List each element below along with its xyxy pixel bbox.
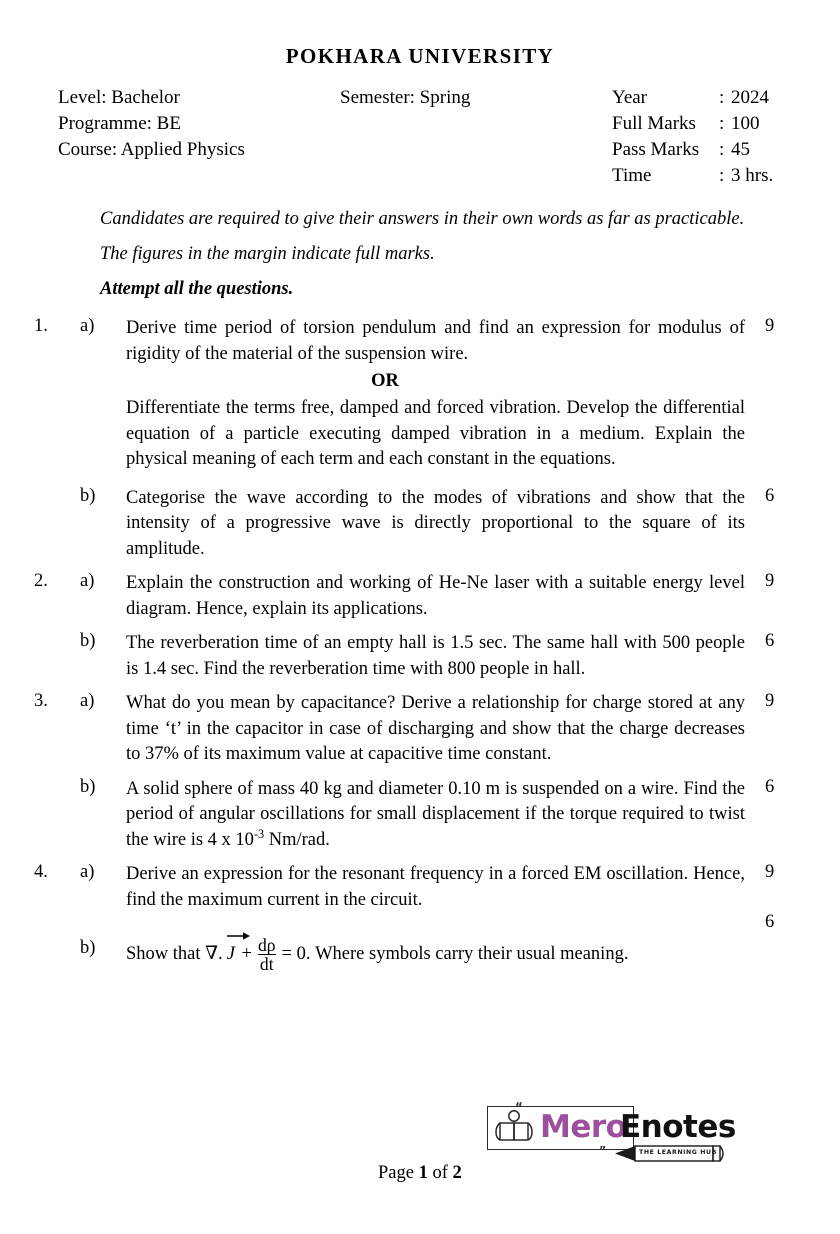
logo-quote-open: “ — [515, 1100, 523, 1114]
header-year-row — [612, 85, 773, 111]
reader-book-icon — [493, 1109, 535, 1145]
logo-tagline: THE LEARNING HUB — [639, 1149, 717, 1156]
page-current-number: 1 — [418, 1163, 428, 1183]
header-year-label: Year — [612, 87, 648, 108]
logo-text-enotes: Enotes — [620, 1109, 736, 1145]
header-full-marks-value: 100 — [731, 113, 760, 134]
fraction-numerator: dρ — [257, 935, 276, 955]
question-text-part-2: Nm/rad. — [264, 829, 330, 850]
question-letter: a) — [80, 316, 95, 336]
question-marks: 6 — [765, 485, 775, 506]
question-row — [0, 691, 840, 768]
equation-lead-text: Show that — [126, 944, 201, 965]
question-marks: 6 — [765, 912, 775, 932]
header-full-marks-row — [612, 111, 773, 137]
question-row — [0, 777, 840, 854]
question-text: Derive an expression for the resonant frequency in a forced EM oscillation. Hence, find the maximum current in the circuit. — [126, 864, 745, 910]
question-alternative-text: Differentiate the terms free, damped and forced vibration. Develop the differential equation of a particle executing damped vibration in a medium. Explain the physical meaning of each term and each constant in the equations. — [126, 398, 745, 469]
question-number: 2. — [34, 571, 48, 591]
question-number: 4. — [34, 862, 48, 882]
instruction-candidates: Candidates are required to give their answers in their own words as far as practicable. — [100, 209, 745, 229]
question-text-part-1: A solid sphere of mass 40 kg and diameter 0.10 m is suspended on a wire. Find the period of angular oscillations for small displacement if the torque required to twist the wire is 4 x 10 — [126, 778, 745, 850]
question-text: Categorise the wave according to the modes of vibrations and show that the intensity of a progressive wave is directly proportional to the square of its amplitude. — [126, 487, 745, 559]
exponent-superscript: -3 — [253, 826, 265, 841]
question-marks: 9 — [765, 316, 775, 336]
question-row — [0, 862, 840, 913]
question-letter: b) — [80, 776, 96, 797]
logo-text-mero: Mero — [540, 1109, 627, 1145]
header-semester: Semester: Spring — [340, 87, 471, 108]
question-marks: 9 — [765, 571, 775, 591]
instruction-attempt-all: Attempt all the questions. — [100, 279, 294, 299]
page-middle-label: of — [432, 1163, 448, 1183]
header-right-column — [612, 85, 773, 189]
question-text: Derive time period of torsion pendulum and find an expression for modulus of rigidity of the material of the suspension wire. — [126, 318, 745, 364]
question-marks: 6 — [765, 776, 775, 797]
continuity-equation — [126, 936, 628, 974]
question-alternative-row — [0, 396, 840, 473]
header-course: Course: Applied Physics — [58, 139, 245, 160]
question-row — [0, 631, 840, 682]
question-marks: 9 — [765, 691, 775, 711]
question-text — [126, 777, 745, 854]
header-time-row — [612, 163, 773, 189]
header-middle-column — [340, 85, 470, 111]
instructions-block — [100, 207, 748, 302]
header-full-marks-colon: : — [719, 113, 725, 134]
header-pass-marks-row — [612, 137, 773, 163]
question-row — [0, 571, 840, 622]
vector-arrow-icon — [226, 930, 250, 940]
fraction-denominator: dt — [259, 954, 274, 975]
header-full-marks-label: Full Marks — [612, 113, 696, 134]
question-text: Explain the construction and working of He-Ne laser with a suitable energy level diagram. Hence, explain its applications. — [126, 573, 745, 619]
header-year-colon: : — [719, 87, 725, 108]
derivative-fraction — [256, 936, 278, 974]
header-time-colon: : — [719, 165, 725, 186]
header-left-column — [58, 85, 245, 163]
header-time-label: Time — [612, 165, 652, 186]
exam-header-block — [0, 85, 840, 189]
logo-quote-close: ” — [599, 1144, 607, 1157]
header-pass-marks-label: Pass Marks — [612, 139, 700, 160]
question-letter: a) — [80, 571, 95, 591]
page-number — [378, 1163, 462, 1184]
question-number: 3. — [34, 691, 48, 711]
university-title: POKHARA UNIVERSITY — [285, 44, 555, 68]
equation-trail-text: Where symbols carry their usual meaning. — [315, 944, 629, 965]
question-letter: a) — [80, 862, 95, 882]
question-row-equation — [0, 912, 840, 975]
question-text: What do you mean by capacitance? Derive a relationship for charge stored at any time ‘t’ in the capacitor in case of discharging and show that the charge decreases to 37% of its maximum value at capacitive time constant. — [126, 693, 745, 764]
header-pass-marks-colon: : — [719, 139, 725, 160]
header-pass-marks-value: 45 — [731, 139, 750, 160]
header-programme: Programme: BE — [58, 113, 181, 134]
question-letter: b) — [80, 485, 96, 506]
exam-paper-page — [0, 44, 840, 1234]
header-level: Level: Bachelor — [58, 87, 180, 108]
question-letter: b) — [80, 631, 96, 651]
instruction-figures: The figures in the margin indicate full marks. — [100, 244, 435, 264]
equals-zero: = 0. — [281, 944, 311, 965]
question-row — [0, 316, 840, 367]
header-year-value: 2024 — [731, 87, 769, 108]
meroenotes-logo — [487, 1100, 736, 1166]
header-time-value: 3 hrs. — [731, 165, 774, 186]
plus-sign: + — [241, 944, 252, 965]
questions-list — [0, 316, 840, 974]
question-row — [0, 486, 840, 563]
page-prefix-label: Page — [378, 1163, 414, 1183]
nabla-dot-symbol: ∇. — [205, 944, 223, 965]
question-equation-text — [126, 926, 745, 974]
vector-letter: J — [226, 944, 235, 965]
page-total-number: 2 — [452, 1163, 462, 1183]
question-letter: b) — [80, 938, 96, 958]
question-marks: 9 — [765, 862, 775, 882]
question-letter: a) — [80, 691, 95, 711]
question-number: 1. — [34, 316, 48, 336]
or-separator: OR — [371, 371, 399, 391]
question-text: The reverberation time of an empty hall is 1.5 sec. The same hall with 500 people is 1.4 sec. Find the reverberation time with 800 people in hall. — [126, 633, 745, 679]
question-marks: 6 — [765, 631, 775, 651]
current-density-vector — [225, 942, 237, 968]
